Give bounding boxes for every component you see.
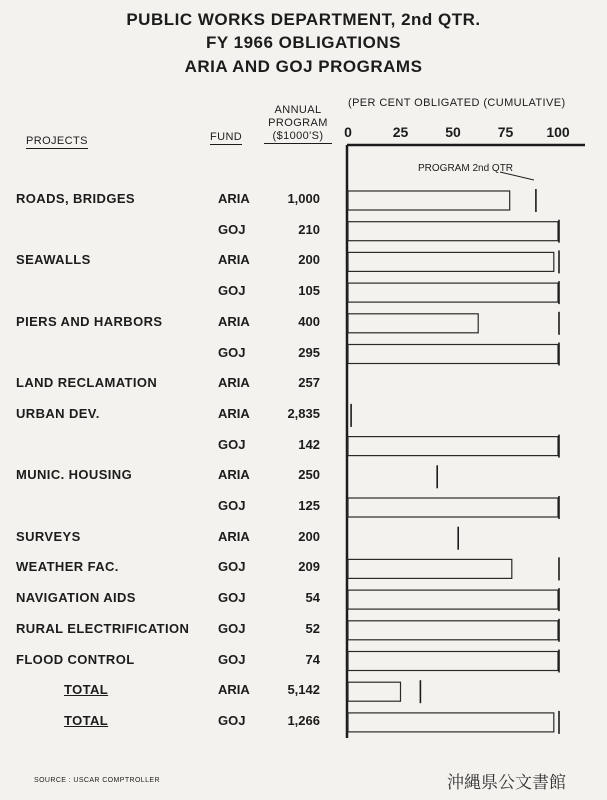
obligated-bar (348, 252, 554, 271)
x-tick-label: 100 (546, 124, 570, 140)
obligated-bar (348, 222, 558, 241)
fund-label: ARIA (218, 682, 250, 698)
amount-label: 400 (298, 313, 320, 329)
amount-label: 2,835 (287, 405, 320, 421)
project-label: SURVEYS (16, 528, 81, 544)
fund-label: GOJ (218, 559, 246, 575)
amount-label: 5,142 (287, 682, 320, 698)
obligated-bar (348, 191, 510, 210)
program-annotation: PROGRAM 2nd QTR (418, 163, 514, 174)
x-tick-label: 0 (344, 124, 352, 140)
project-label: RURAL ELECTRIFICATION (16, 620, 190, 636)
annotation-arrow (500, 172, 534, 180)
project-label: LAND RECLAMATION (16, 375, 158, 391)
obligated-bar (348, 590, 558, 609)
fund-label: ARIA (218, 191, 250, 206)
x-tick-label: 50 (445, 124, 461, 140)
fund-label: GOJ (218, 620, 246, 636)
amount-label: 210 (298, 221, 320, 237)
obligated-bar (348, 498, 558, 517)
fund-label: ARIA (218, 252, 250, 268)
project-label: TOTAL (64, 682, 109, 698)
fund-label: GOJ (218, 344, 246, 360)
amount-label: 142 (298, 436, 320, 452)
amount-label: 1,000 (287, 191, 320, 206)
source-note: SOURCE : USCAR COMPTROLLER (34, 777, 160, 784)
obligated-bar (348, 437, 558, 456)
fund-label: ARIA (218, 375, 250, 391)
project-label: NAVIGATION AIDS (16, 590, 136, 606)
amount-label: 54 (305, 590, 320, 606)
amount-label: 74 (305, 651, 320, 667)
obligated-bar (348, 682, 401, 701)
header-annual-line3: ($1000'S) (264, 130, 332, 144)
fund-label: GOJ (218, 590, 246, 606)
archive-stamp: 沖縄県公文書館 (447, 773, 566, 793)
fund-label: GOJ (218, 712, 246, 728)
chart-title-line1: PUBLIC WORKS DEPARTMENT, 2nd QTR. (126, 10, 481, 29)
chart-title-line3: ARIA AND GOJ PROGRAMS (184, 57, 423, 76)
header-annual-line2: PROGRAM (268, 117, 328, 129)
amount-label: 1,266 (287, 712, 320, 728)
amount-label: 200 (298, 528, 320, 544)
project-label: SEAWALLS (16, 252, 91, 268)
fund-label: GOJ (218, 651, 246, 667)
obligated-bar (348, 652, 558, 671)
header-annual-line1: ANNUAL (274, 104, 322, 116)
amount-label: 257 (298, 375, 320, 391)
obligated-bar (348, 283, 558, 302)
project-label: PIERS AND HARBORS (16, 313, 163, 329)
chart-title-line2: FY 1966 OBLIGATIONS (206, 33, 401, 52)
amount-label: 295 (298, 344, 320, 360)
project-label: URBAN DEV. (16, 405, 100, 421)
project-label: MUNIC. HOUSING (16, 467, 133, 483)
fund-label: ARIA (218, 528, 250, 544)
obligated-bar (348, 314, 478, 333)
fund-label: ARIA (218, 405, 250, 421)
x-tick-label: 25 (392, 124, 409, 140)
x-tick-label: 75 (497, 124, 514, 140)
amount-label: 209 (298, 559, 320, 575)
fund-label: GOJ (218, 221, 246, 237)
obligated-bar (348, 345, 558, 364)
header-projects: PROJECTS (26, 135, 88, 147)
amount-label: 52 (305, 620, 320, 636)
project-label: WEATHER FAC. (16, 559, 119, 575)
header-percent-obligated: (PER CENT OBLIGATED (CUMULATIVE) (348, 97, 566, 109)
fund-label: GOJ (218, 498, 246, 513)
amount-label: 105 (298, 283, 320, 299)
project-label: ROADS, BRIDGES (16, 191, 136, 206)
project-label: FLOOD CONTROL (16, 651, 135, 667)
fund-label: ARIA (218, 313, 250, 329)
header-fund: FUND (210, 131, 243, 143)
obligated-bar (348, 559, 512, 578)
fund-label: GOJ (218, 283, 246, 299)
obligated-bar (348, 713, 554, 732)
obligated-bar (348, 621, 558, 640)
amount-label: 200 (298, 252, 320, 268)
project-label: TOTAL (64, 712, 109, 728)
fund-label: ARIA (218, 467, 250, 483)
fund-label: GOJ (218, 436, 246, 452)
amount-label: 125 (298, 498, 320, 513)
amount-label: 250 (298, 467, 320, 483)
